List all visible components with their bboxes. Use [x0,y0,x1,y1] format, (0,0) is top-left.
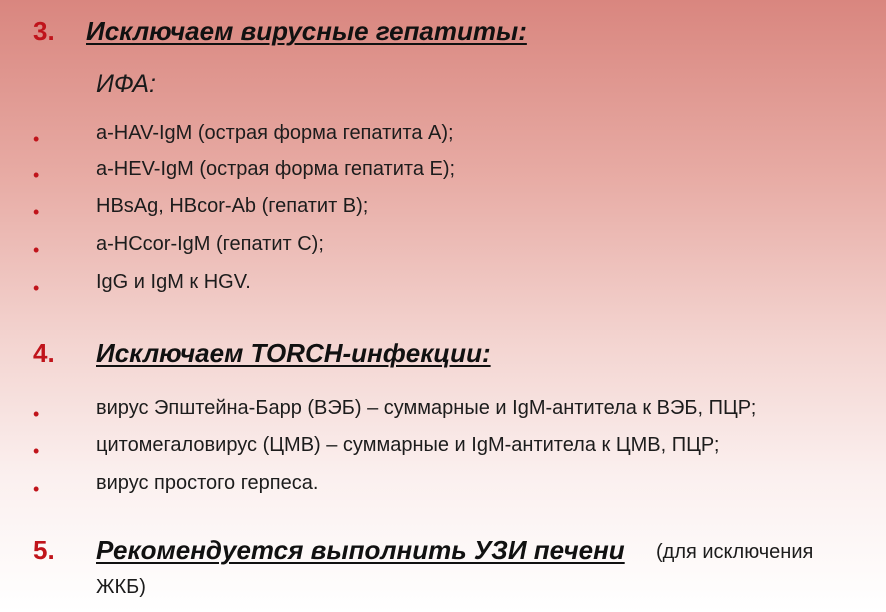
section-5-note-continued: ЖКБ) [96,576,146,598]
section-5-title-text: Рекомендуется выполнить УЗИ печени [96,535,625,565]
section-4-title: Исключаем TORCH-инфекции: [96,338,491,368]
bullet-icon: • [33,479,40,499]
list-item-text: вирус Эпштейна-Барр (ВЭБ) – суммарные и IgM-антитела к ВЭБ, ПЦР; [96,397,757,419]
list-item-text: цитомегаловирус (ЦМВ) – суммарные и IgM-антитела к ЦМВ, ПЦР; [96,434,720,456]
section-5-number: 5. [33,535,55,565]
section-3-subtitle: ИФА: [96,70,156,98]
list-item-text: IgG и IgM к HGV. [96,271,251,293]
list-item-text: a-HAV-IgM (острая форма гепатита А); [96,122,454,144]
section-3-number: 3. [33,16,55,46]
section-3-title: Исключаем вирусные гепатиты: [86,16,527,46]
bullet-icon: • [33,129,40,149]
bullet-icon: • [33,404,40,424]
list-item-text: a-HCcor-IgM (гепатит С); [96,233,324,255]
list-item-text: HBsAg, HBcor-Ab (гепатит В); [96,195,369,217]
bullet-icon: • [33,278,40,298]
section-5-title [96,535,625,566]
bullet-icon: • [33,240,40,260]
section-4-number: 4. [33,338,55,368]
list-item-text: a-HEV-IgM (острая форма гепатита Е); [96,158,456,180]
bullet-icon: • [33,441,40,461]
bullet-icon: • [33,202,40,222]
section-5-note: (для исключения [656,541,814,563]
bullet-icon: • [33,165,40,185]
list-item-text: вирус простого герпеса. [96,472,319,494]
